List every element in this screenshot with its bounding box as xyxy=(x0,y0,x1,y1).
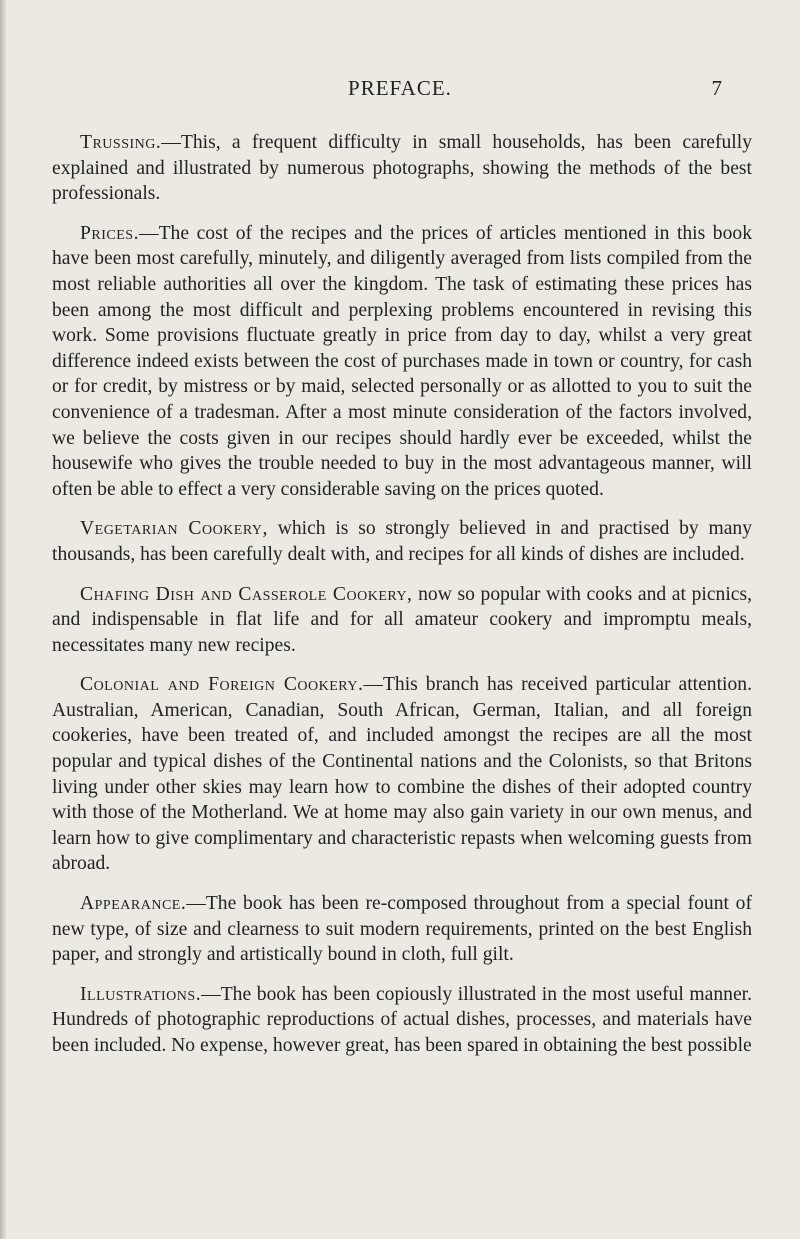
paragraph-text: which is so strongly believed in and practised by many thousands, has been carefully dealt with, and recipes for all kinds of dishes are included. xyxy=(52,518,752,565)
paragraph-heading: Chafing Dish and Casserole Cookery, xyxy=(80,583,413,605)
page-edge-shadow xyxy=(0,0,6,1239)
paragraph-heading: Illustrations. xyxy=(80,983,202,1005)
running-title: PREFACE. xyxy=(348,76,452,100)
page-number: 7 xyxy=(711,76,722,100)
paragraph-text: now so popular with cooks and at picnics, and indispensable in flat life and for all amateur cookery and impromptu meals, necessitates many new recipes. xyxy=(52,583,752,656)
paragraph-appearance xyxy=(52,891,752,968)
paragraph-text: —The book has been re-composed throughout from a special fount of new type, of size and clearness to suit modern requirements, printed on the best English paper, and strongly and artistically bound in cloth, full gilt. xyxy=(52,893,752,966)
page-header xyxy=(0,76,800,106)
paragraph-heading: Vegetarian Cookery, xyxy=(80,518,268,540)
paragraph-illustrations xyxy=(52,982,752,1059)
paragraph-text: —This, a frequent difficulty in small households, has been carefully explained and illustrated by numerous photographs, showing the methods of the best professionals. xyxy=(52,132,752,205)
paragraph-trussing xyxy=(52,130,752,207)
paragraph-colonial-foreign xyxy=(52,672,752,877)
paragraph-heading: Appearance. xyxy=(80,893,187,915)
paragraph-heading: Colonial and Foreign Cookery. xyxy=(80,674,364,696)
paragraph-heading: Prices. xyxy=(80,222,139,244)
paragraph-prices xyxy=(52,221,752,503)
paragraph-text: —The book has been copiously illustrated in the most useful manner. Hundreds of photographic reproductions of actual dishes, processes, and materials have been included. No expense, however great, has been spared in obtaining the best possible xyxy=(52,983,752,1056)
paragraph-heading: Trussing. xyxy=(80,132,162,153)
paragraph-text: —This branch has received particular attention. Australian, American, Canadian, South African, German, Italian, and all foreign cookeries, have been treated of, and included amongst the recipes are all the most popular and typical dishes of the Continental nations and the Colonists, so that Britons living under other skies may learn how to combine the dishes of their adopted country with those of the Motherland. We at home may also gain variety in our own menus, and learn how to give complimentary and characteristic repasts when welcoming guests from abroad. xyxy=(52,674,752,875)
preface-body xyxy=(52,130,752,1073)
paragraph-text: —The cost of the recipes and the prices of articles mentioned in this book have been most carefully, minutely, and diligently averaged from lists compiled from the most reliable authorities all over the kingdom. The task of estimating these prices has been among the most difficult and perplexing problems encountered in revising this work. Some provisions fluctuate greatly in price from day to day, whilst a very great difference indeed exists between the cost of purchases made in town or country, for cash or for credit, by mistress or by maid, selected personally or as allotted to you to suit the convenience of a tradesman. After a most minute consideration of the factors involved, we believe the costs given in our recipes should hardly ever be exceeded, whilst the housewife who gives the trouble needed to buy in the most advantageous manner, will often be able to effect a very considerable saving on the prices quoted. xyxy=(52,222,752,500)
paragraph-chafing-dish xyxy=(52,582,752,659)
paragraph-vegetarian-cookery xyxy=(52,516,752,567)
